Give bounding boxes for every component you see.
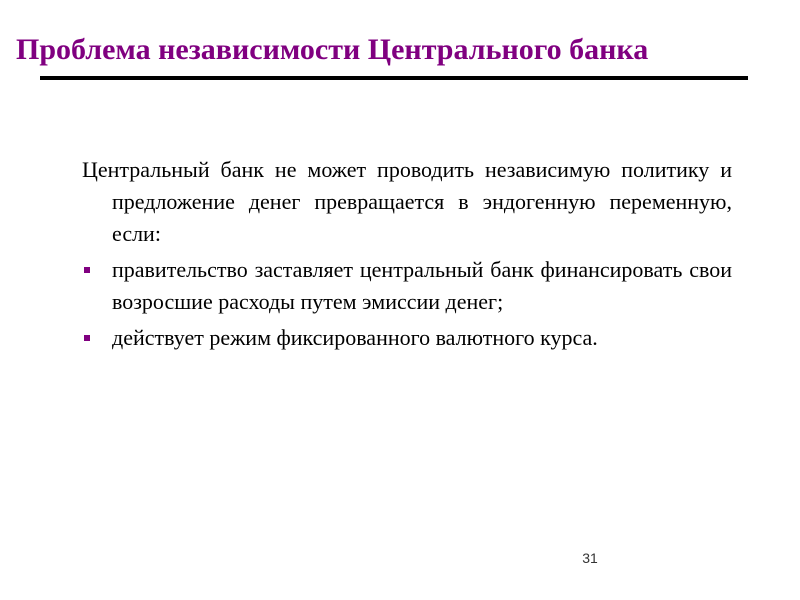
bullet-text: действует режим фиксированного валютного курса. (112, 325, 598, 350)
bullet-item (82, 322, 732, 354)
title-underline (40, 76, 748, 80)
page-number: 31 (582, 550, 598, 566)
square-bullet-icon (84, 267, 90, 273)
bullet-item (82, 254, 732, 318)
bullet-text: правительство заставляет центральный банк финансировать свои возросшие расходы путем эмиссии денег; (112, 257, 732, 314)
slide-body (82, 154, 732, 358)
intro-paragraph: Центральный банк не может проводить независимую политику и предложение денег превращается в эндогенную переменную, если: (82, 157, 732, 246)
slide-title: Проблема независимости Центрального банка (16, 33, 649, 66)
square-bullet-icon (84, 335, 90, 341)
